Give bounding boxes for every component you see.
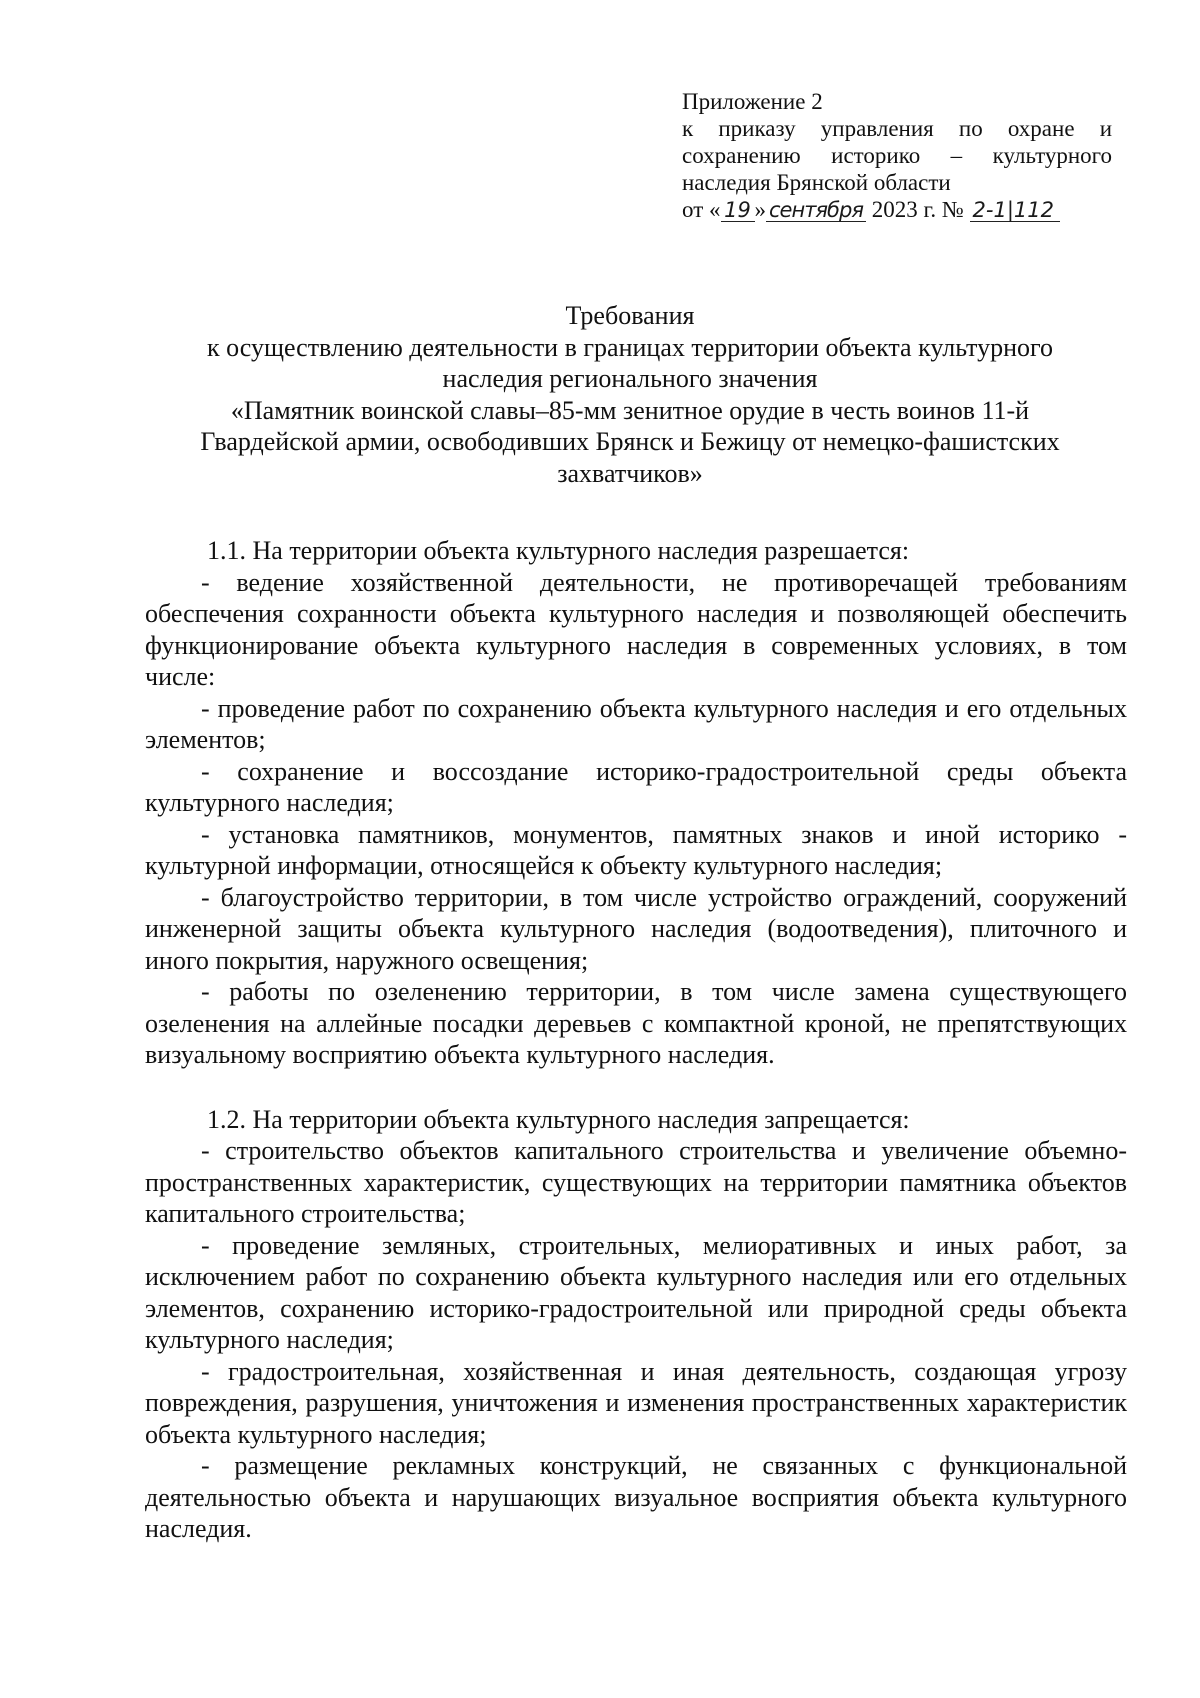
document-title	[140, 300, 1120, 489]
handwritten-month: сентября	[766, 199, 866, 222]
title-line: захватчиков»	[557, 458, 703, 488]
section-1-item: - ведение хозяйственной деятельности, не противоречащей требованиям обеспечения сохранности объекта культурного наследия и позволяющей обеспечить функционирование объекта культурного наследия в современных условиях, в том числе:	[145, 567, 1127, 691]
handwritten-order-number: 2-1|112	[970, 199, 1060, 222]
section-1-item: - сохранение и воссоздание историко-градостроительной среды объекта культурного наследия;	[145, 756, 1127, 817]
section-spacer	[145, 1071, 1127, 1104]
appendix-order-line: сохранению историко – культурного	[682, 143, 1112, 168]
section-2-item: - размещение рекламных конструкций, не связанных с функциональной деятельностью объекта и нарушающих визуальное восприятия объекта культурного наследия.	[145, 1451, 1127, 1543]
handwritten-day: 19	[721, 199, 755, 222]
document-body	[145, 535, 1127, 1545]
date-mid: »	[754, 197, 766, 222]
appendix-header	[682, 88, 1112, 223]
section-2-heading: 1.2. На территории объекта культурного наследия запрещается:	[207, 1104, 910, 1134]
date-year: 2023 г. №	[871, 197, 964, 222]
appendix-date-line	[682, 196, 1112, 223]
appendix-order-line: наследия Брянской области	[682, 170, 951, 195]
title-line: наследия регионального значения	[442, 364, 818, 393]
section-1-heading: 1.1. На территории объекта культурного наследия разрешается:	[207, 536, 910, 565]
title-line: Гвардейской армии, освободивших Брянск и Бежицу от немецко-фашистских	[200, 427, 1060, 456]
section-1-item: - благоустройство территории, в том числе устройство ограждений, сооружений инженерной защиты объекта культурного наследия (водоотведения), плиточного и иного покрытия, наружного освещения;	[145, 882, 1127, 975]
appendix-title: Приложение 2	[682, 89, 823, 114]
section-2-item: - градостроительная, хозяйственная и иная деятельность, создающая угрозу повреждения, разрушения, уничтожения и изменения пространственных характеристик объекта культурного наследия;	[145, 1356, 1127, 1449]
title-line: «Памятник воинской славы–85-мм зенитное орудие в честь воинов 11-й	[230, 395, 1030, 425]
section-1-item: - работы по озеленению территории, в том числе замена существующего озеленения на аллейные посадки деревьев с компактной кроной, не препятствующих визуальному восприятию объекта культурного наследия.	[145, 977, 1127, 1069]
date-prefix: от «	[682, 197, 721, 222]
section-2-item: - строительство объектов капитального строительства и увеличение объемно-пространственных характеристик, существующих на территории памятника объектов капитального строительства;	[145, 1136, 1127, 1228]
title-line: к осуществлению деятельности в границах территории объекта культурного	[206, 332, 1054, 362]
section-1-item: - проведение работ по сохранению объекта культурного наследия и его отдельных элементов;	[145, 693, 1127, 754]
title-heading: Требования	[565, 301, 695, 330]
section-2-item: - проведение земляных, строительных, мелиоративных и иных работ, за исключением работ по сохранению объекта культурного наследия или его отдельных элементов, сохранению историко-градостроительной или природной среды объекта культурного наследия;	[145, 1230, 1127, 1354]
appendix-order-line: к приказу управления по охране и	[682, 116, 1112, 141]
section-1-item: - установка памятников, монументов, памятных знаков и иной историко - культурной информации, относящейся к объекту культурного наследия;	[145, 819, 1127, 880]
